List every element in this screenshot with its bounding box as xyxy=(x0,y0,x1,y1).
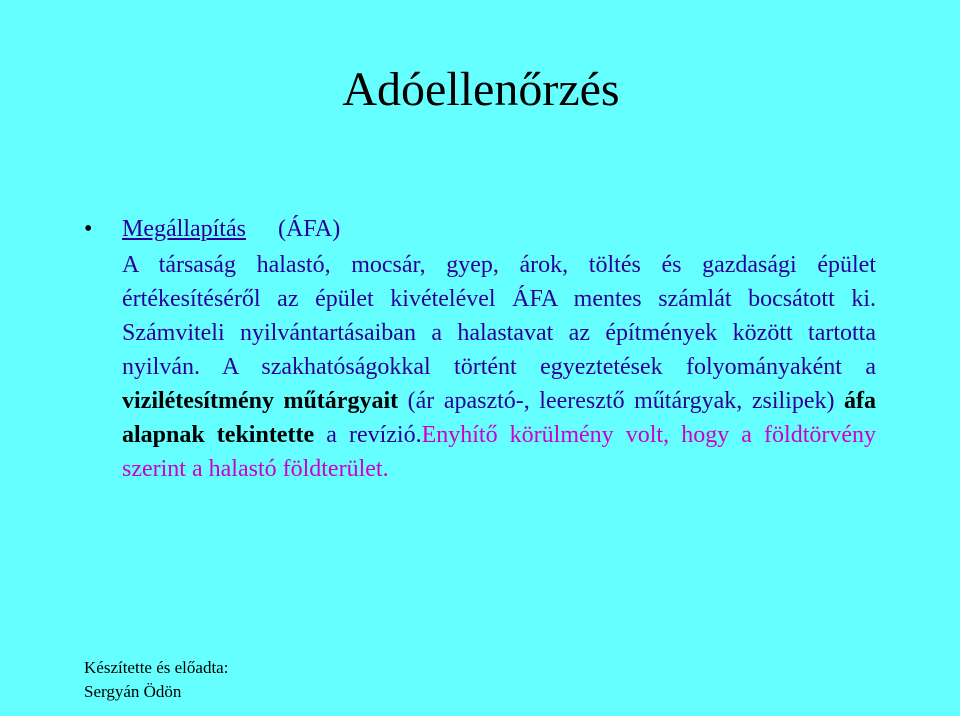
paragraph-text xyxy=(122,248,876,486)
heading-paren: (ÁFA) xyxy=(277,216,341,242)
text-part-3: a revízió. xyxy=(314,422,422,448)
footer-credit xyxy=(84,656,228,704)
heading-link[interactable]: Megállapítás xyxy=(122,216,246,242)
text-part-2: (ár apasztó-, leeresztő műtárgyak, zsilipek) xyxy=(398,388,844,414)
bold-text-2: áfa alapnak tekintette xyxy=(122,388,876,448)
footer-line-2: Sergyán Ödön xyxy=(84,682,182,701)
text-part-1: A társaság halastó, mocsár, gyep, árok, töltés és gazdasági épület értékesítéséről az épület kivételével ÁFA mentes számlát bocsátott ki. Számviteli nyilvántartásaiban a halastavat az építmények között tartotta nyilván. A szakhatóságokkal történt egyeztetések folyományaként a xyxy=(122,252,876,380)
bold-text-1: vizilétesítmény műtárgyait xyxy=(122,388,399,414)
highlight-text: Enyhítő körülmény volt, hogy a földtörvény szerint a halastó földterület. xyxy=(122,422,877,482)
footer-line-1: Készítette és előadta: xyxy=(84,658,229,677)
slide-content xyxy=(84,212,884,486)
bullet-heading xyxy=(84,212,884,248)
body-paragraph xyxy=(84,248,876,486)
bullet-icon: • xyxy=(84,216,93,242)
slide-title: Adóellenőrzés xyxy=(342,63,620,116)
